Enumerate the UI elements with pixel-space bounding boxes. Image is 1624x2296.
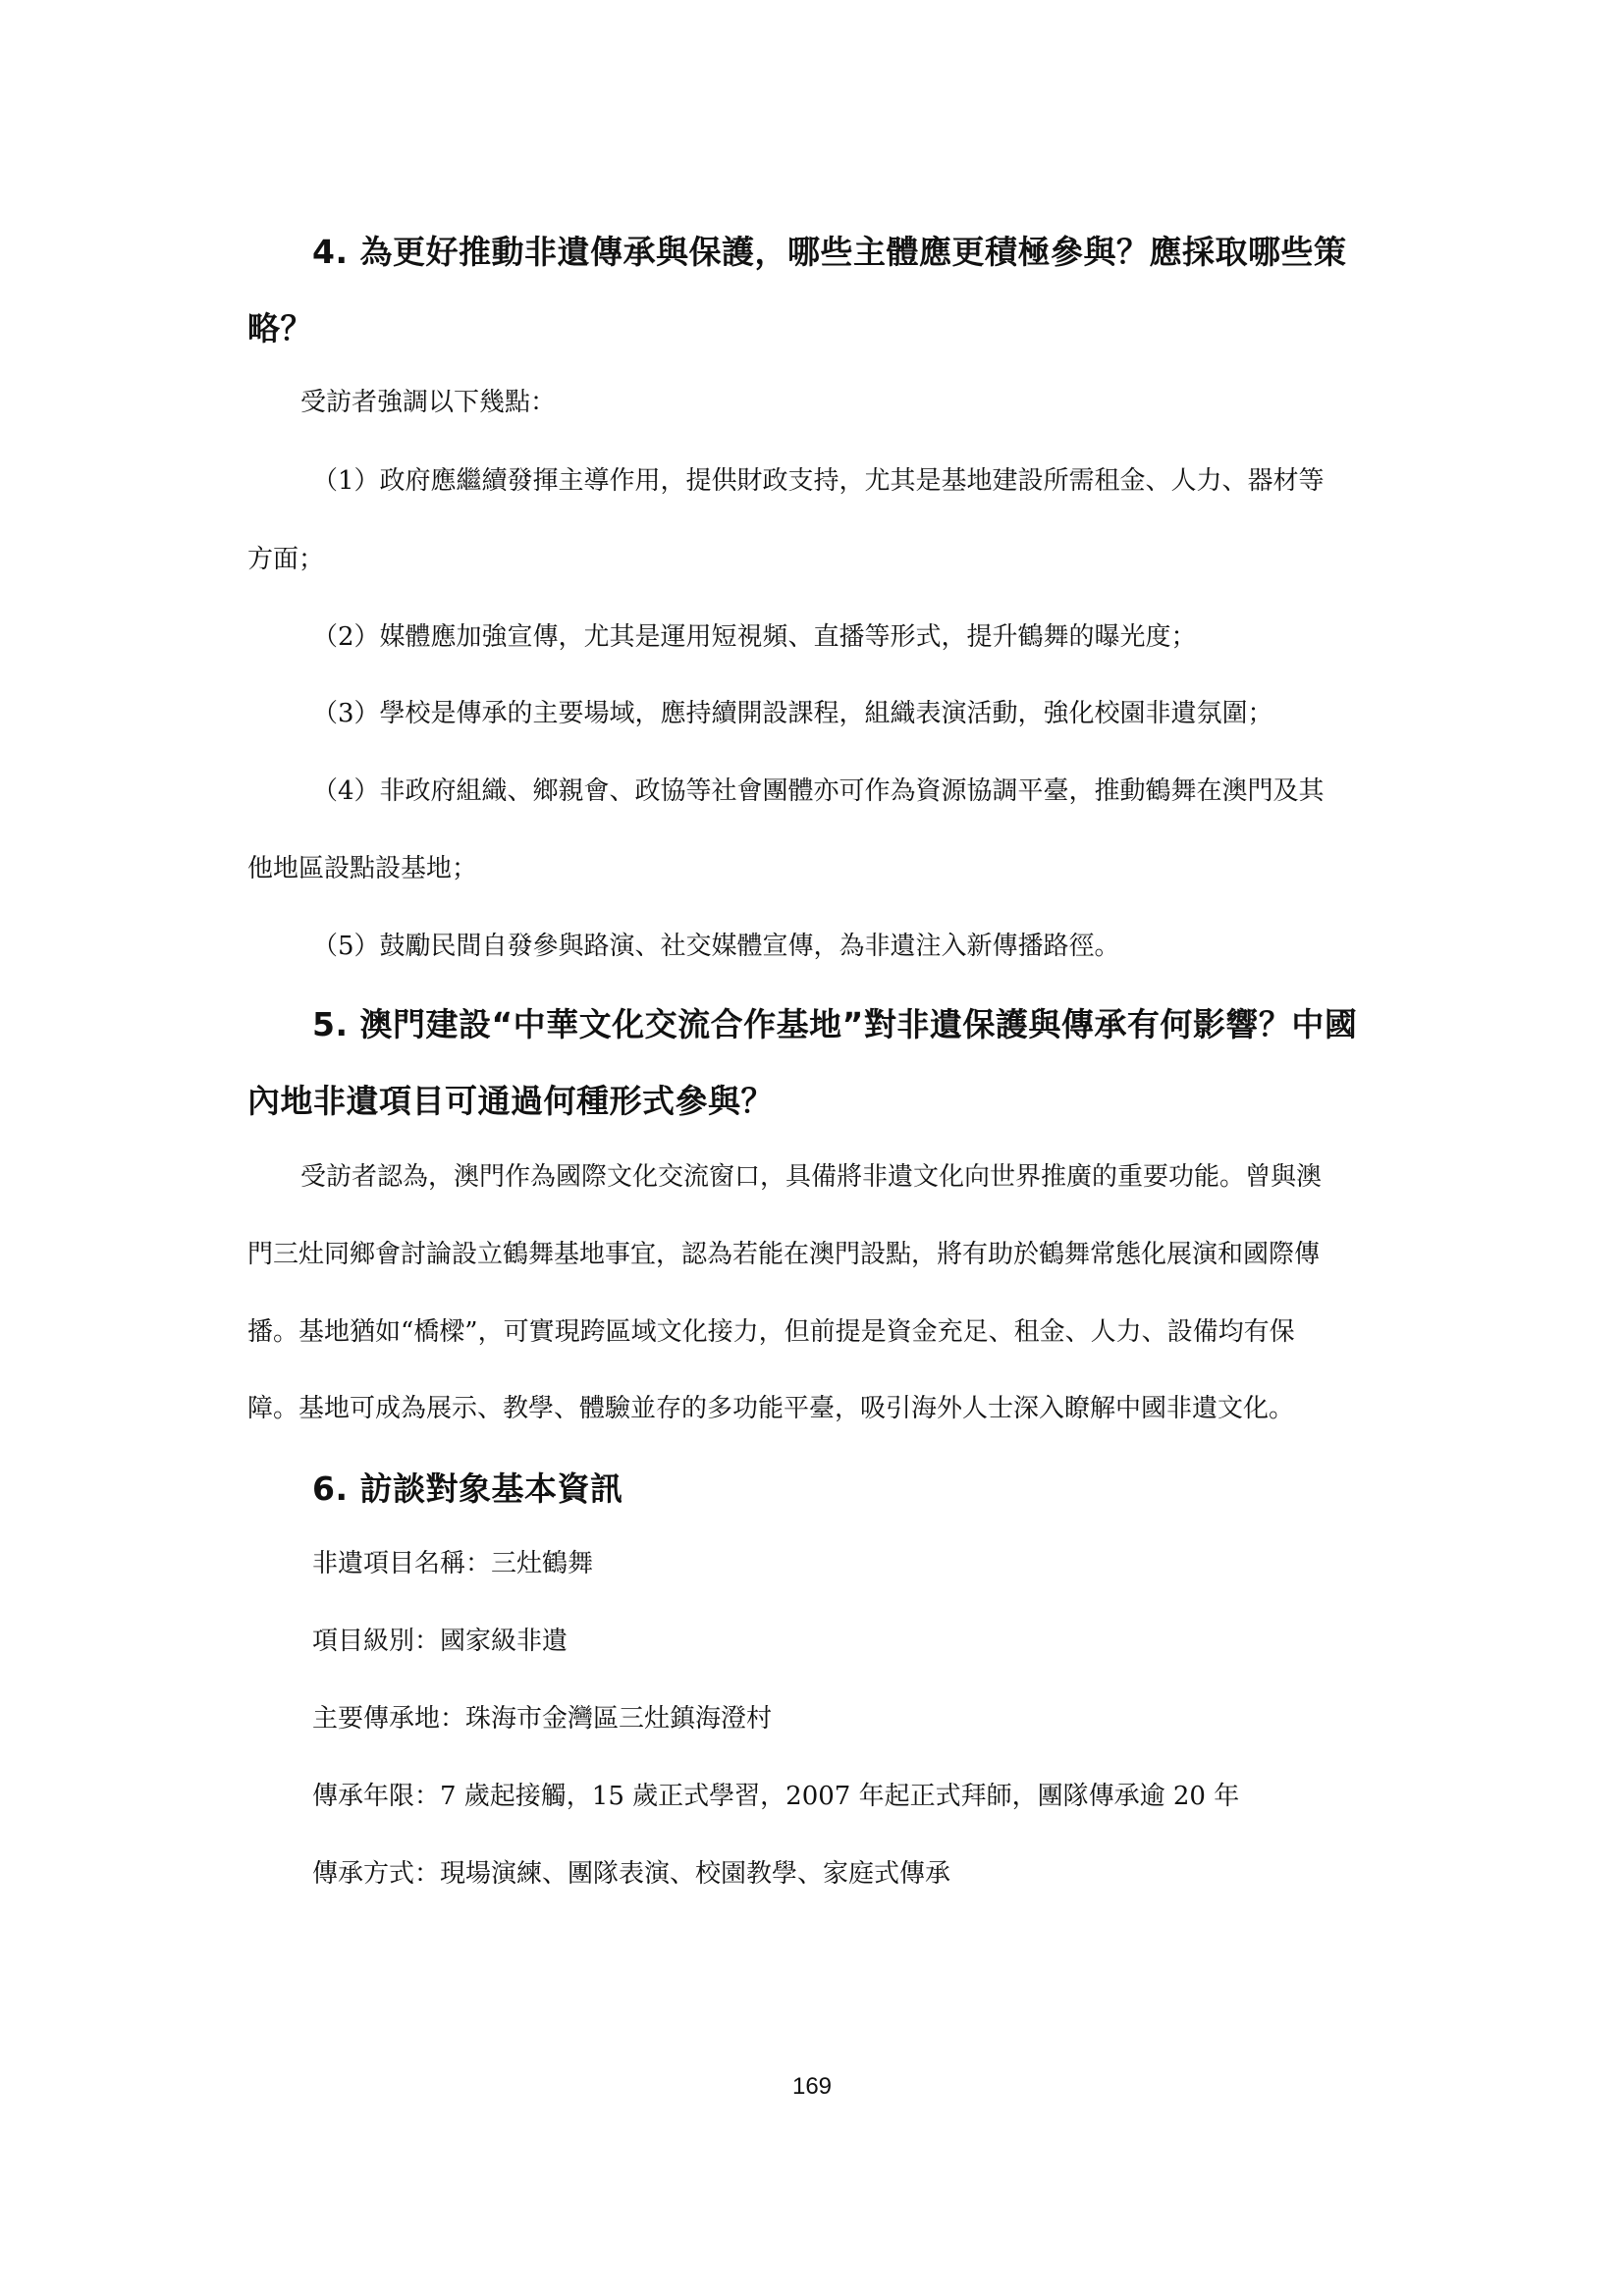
section-6-heading: 6. 訪談對象基本資訊: [312, 1469, 623, 1508]
section-4-heading-line-1: 4. 為更好推動非遺傳承與保護，哪些主體應更積極參與？應採取哪些策: [312, 233, 1347, 271]
info-item-level: 項目級別：國家級非遺: [312, 1627, 568, 1656]
section-5-paragraph-line-3: 播。基地猶如“橋樑”，可實現跨區域文化接力，但前提是資金充足、租金、人力、設備均有保: [247, 1317, 1295, 1347]
section-4-point-4-line-2: 他地區設點設基地；: [247, 854, 478, 883]
section-4-point-2: （2）媒體應加強宣傳，尤其是運用短視頻、直播等形式，提升鶴舞的曝光度；: [312, 622, 1197, 652]
section-4-point-1-line-1: （1）政府應繼續發揮主導作用，提供財政支持，尤其是基地建設所需租金、人力、器材等: [312, 466, 1325, 496]
info-item-name: 非遺項目名稱：三灶鶴舞: [312, 1549, 594, 1578]
section-4-intro: 受訪者強調以下幾點：: [300, 388, 557, 417]
section-5-heading-line-1: 5. 澳門建設“中華文化交流合作基地”對非遺保護與傳承有何影響？中國: [312, 1005, 1358, 1043]
section-4-point-5: （5）鼓勵民間自發參與路演、社交媒體宣傳，為非遺注入新傳播路徑。: [312, 932, 1120, 961]
section-5-paragraph-line-1: 受訪者認為，澳門作為國際文化交流窗口，具備將非遺文化向世界推廣的重要功能。曾與澳: [300, 1162, 1323, 1192]
section-5-paragraph-line-4: 障。基地可成為展示、教學、體驗並存的多功能平臺，吸引海外人士深入瞭解中國非遺文化。: [247, 1394, 1295, 1423]
section-5-paragraph-line-2: 門三灶同鄉會討論設立鶴舞基地事宜，認為若能在澳門設點，將有助於鶴舞常態化展演和國際傳: [247, 1240, 1321, 1269]
section-4-point-4-line-1: （4）非政府組織、鄉親會、政協等社會團體亦可作為資源協調平臺，推動鶴舞在澳門及其: [312, 776, 1325, 806]
section-4-heading-line-2: 略？: [247, 309, 313, 347]
section-4-point-3: （3）學校是傳承的主要場域，應持續開設課程，組織表演活動，強化校園非遺氛圍；: [312, 699, 1273, 728]
section-5-heading-line-2: 內地非遺項目可通過何種形式參與？: [247, 1082, 774, 1120]
info-item-years: 傳承年限：7 歲起接觸，15 歲正式學習，2007 年起正式拜師，團隊傳承逾 20 年: [312, 1782, 1240, 1811]
page-number: 169: [791, 2073, 833, 2100]
info-item-method: 傳承方式：現場演練、團隊表演、校園教學、家庭式傳承: [312, 1859, 951, 1889]
section-4-point-1-line-2: 方面；: [247, 545, 325, 574]
info-item-place: 主要傳承地：珠海市金灣區三灶鎮海澄村: [312, 1704, 773, 1734]
